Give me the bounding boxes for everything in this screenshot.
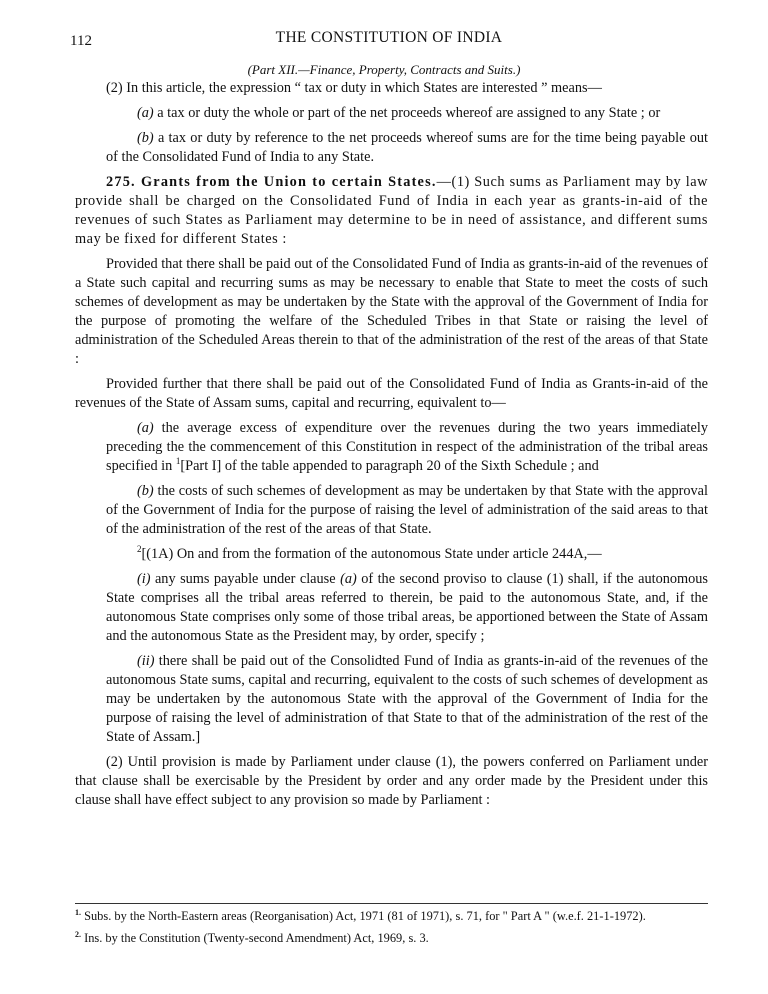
art275-clause1: 275. Grants from the Union to certain States.—(1) Such sums as Parliament may by law provide shall be charged on the Consolidated Fund of India in each year as grants-in-aid of the revenues of such States as Parliament may determine to be in need of assistance, and different sums may be fixed for different States : (75, 174, 708, 247)
art275-proviso2-item-b: (b) the costs of such schemes of development as may be undertaken by that State with the approval of the Government of India for the purpose of raising the level of administration of the said areas to that of the administration of the rest of the areas of that State. (106, 483, 708, 537)
art275-clause1A: $^2$[(1A) On and from the formation of the autonomous State under article 244A,— (137, 544, 602, 562)
art275-proviso2-item-a: (a) the average excess of expenditure over the revenues during the two years immediately preceding the the commencement of this Constitution in respect of the administration of the tribal areas specified in $^1$[Part I] of the table appended to paragraph 20 of the Sixth Schedule ; and (106, 420, 708, 474)
art275-proviso2: Provided further that there shall be paid out of the Consolidated Fund of India as Grants-in-aid of the revenues of the State of Assam sums, capital and recurring, equivalent to— (75, 376, 708, 411)
page-number: 112 (70, 33, 92, 49)
footnote-ref: 1 (175, 456, 181, 467)
footnote-1: $^{1.}$ Subs. by the North-Eastern areas (Reorganisation) Act, 1971 (81 of 1971), s. 71, for " Part A " (w.e.f. 21-1-1972). (75, 907, 646, 923)
art274-clause2: (2) In this article, the expression “ tax or duty in which States are interested ” means— (106, 80, 602, 96)
section-heading: 275. Grants from the Union to certain States. (106, 174, 437, 190)
footnote-2: $^{2.}$ Ins. by the Constitution (Twenty-second Amendment) Act, 1969, s. 3. (75, 929, 429, 945)
art275-clause2: (2) Until provision is made by Parliament under clause (1), the powers conferred on Parliament under that clause shall be exercisable by the President by order and any order made by the President under this clause shall have effect subject to any provision so made by Parliament : (75, 754, 708, 808)
footnote-mark: 1. (75, 907, 81, 917)
art274-item-b: (b) a tax or duty by reference to the net proceeds whereof sums are for the time being payable out of the Consolidated Fund of India to any State. (106, 130, 708, 165)
running-title: THE CONSTITUTION OF INDIA (275, 29, 503, 46)
item-label: (i) (137, 571, 151, 587)
art275-proviso1: Provided that there shall be paid out of the Consolidated Fund of India as grants-in-aid of the revenues of a State such capital and recurring sums as may be necessary to enable that State to meet the costs of such schemes of development as may be undertaken by the State with the approval of the Government of India for the purpose of promoting the welfare of the Scheduled Tribes in that State or raising the level of administration of the Scheduled Areas therein to that of the administration of the rest of the areas of that State : (75, 256, 708, 367)
art275-clause1A-item-i: (i) any sums payable under clause (a) of the second proviso to clause (1) shall, if the autonomous State comprises all the tribal areas referred to therein, be paid to the autonomous State, and, if the autonomous State comprises only some of those tribal areas, be apportioned between the State of Assam and the autonomous State as the President may, by order, specify ; (106, 571, 708, 644)
item-label: (a) (137, 105, 154, 121)
footnote-mark: 2. (75, 929, 81, 939)
part-subtitle: (Part XII.—Finance, Property, Contracts and Suits.) (247, 62, 521, 77)
item-label: (b) (137, 483, 154, 499)
item-label: (b) (137, 130, 154, 146)
art275-clause1A-item-ii: (ii) there shall be paid out of the Consolidted Fund of India as grants-in-aid of the revenues of the autonomous State sums, capital and recurring, equivalent to the costs of such schemes of development as may be undertaken by the autonomous State with the approval of the Government of India for the purpose of raising the level of administration of that State to that of the administration of the rest of the State of Assam.] (106, 653, 708, 745)
item-label: (a) (137, 420, 154, 436)
item-label: (ii) (137, 653, 155, 669)
footnote-divider (75, 903, 708, 904)
page-header (70, 28, 708, 52)
art274-item-a: (a) a tax or duty the whole or part of the net proceeds whereof are assigned to any State ; or (137, 105, 661, 121)
document-body (75, 79, 708, 816)
footnote-ref: 2 (137, 544, 142, 555)
